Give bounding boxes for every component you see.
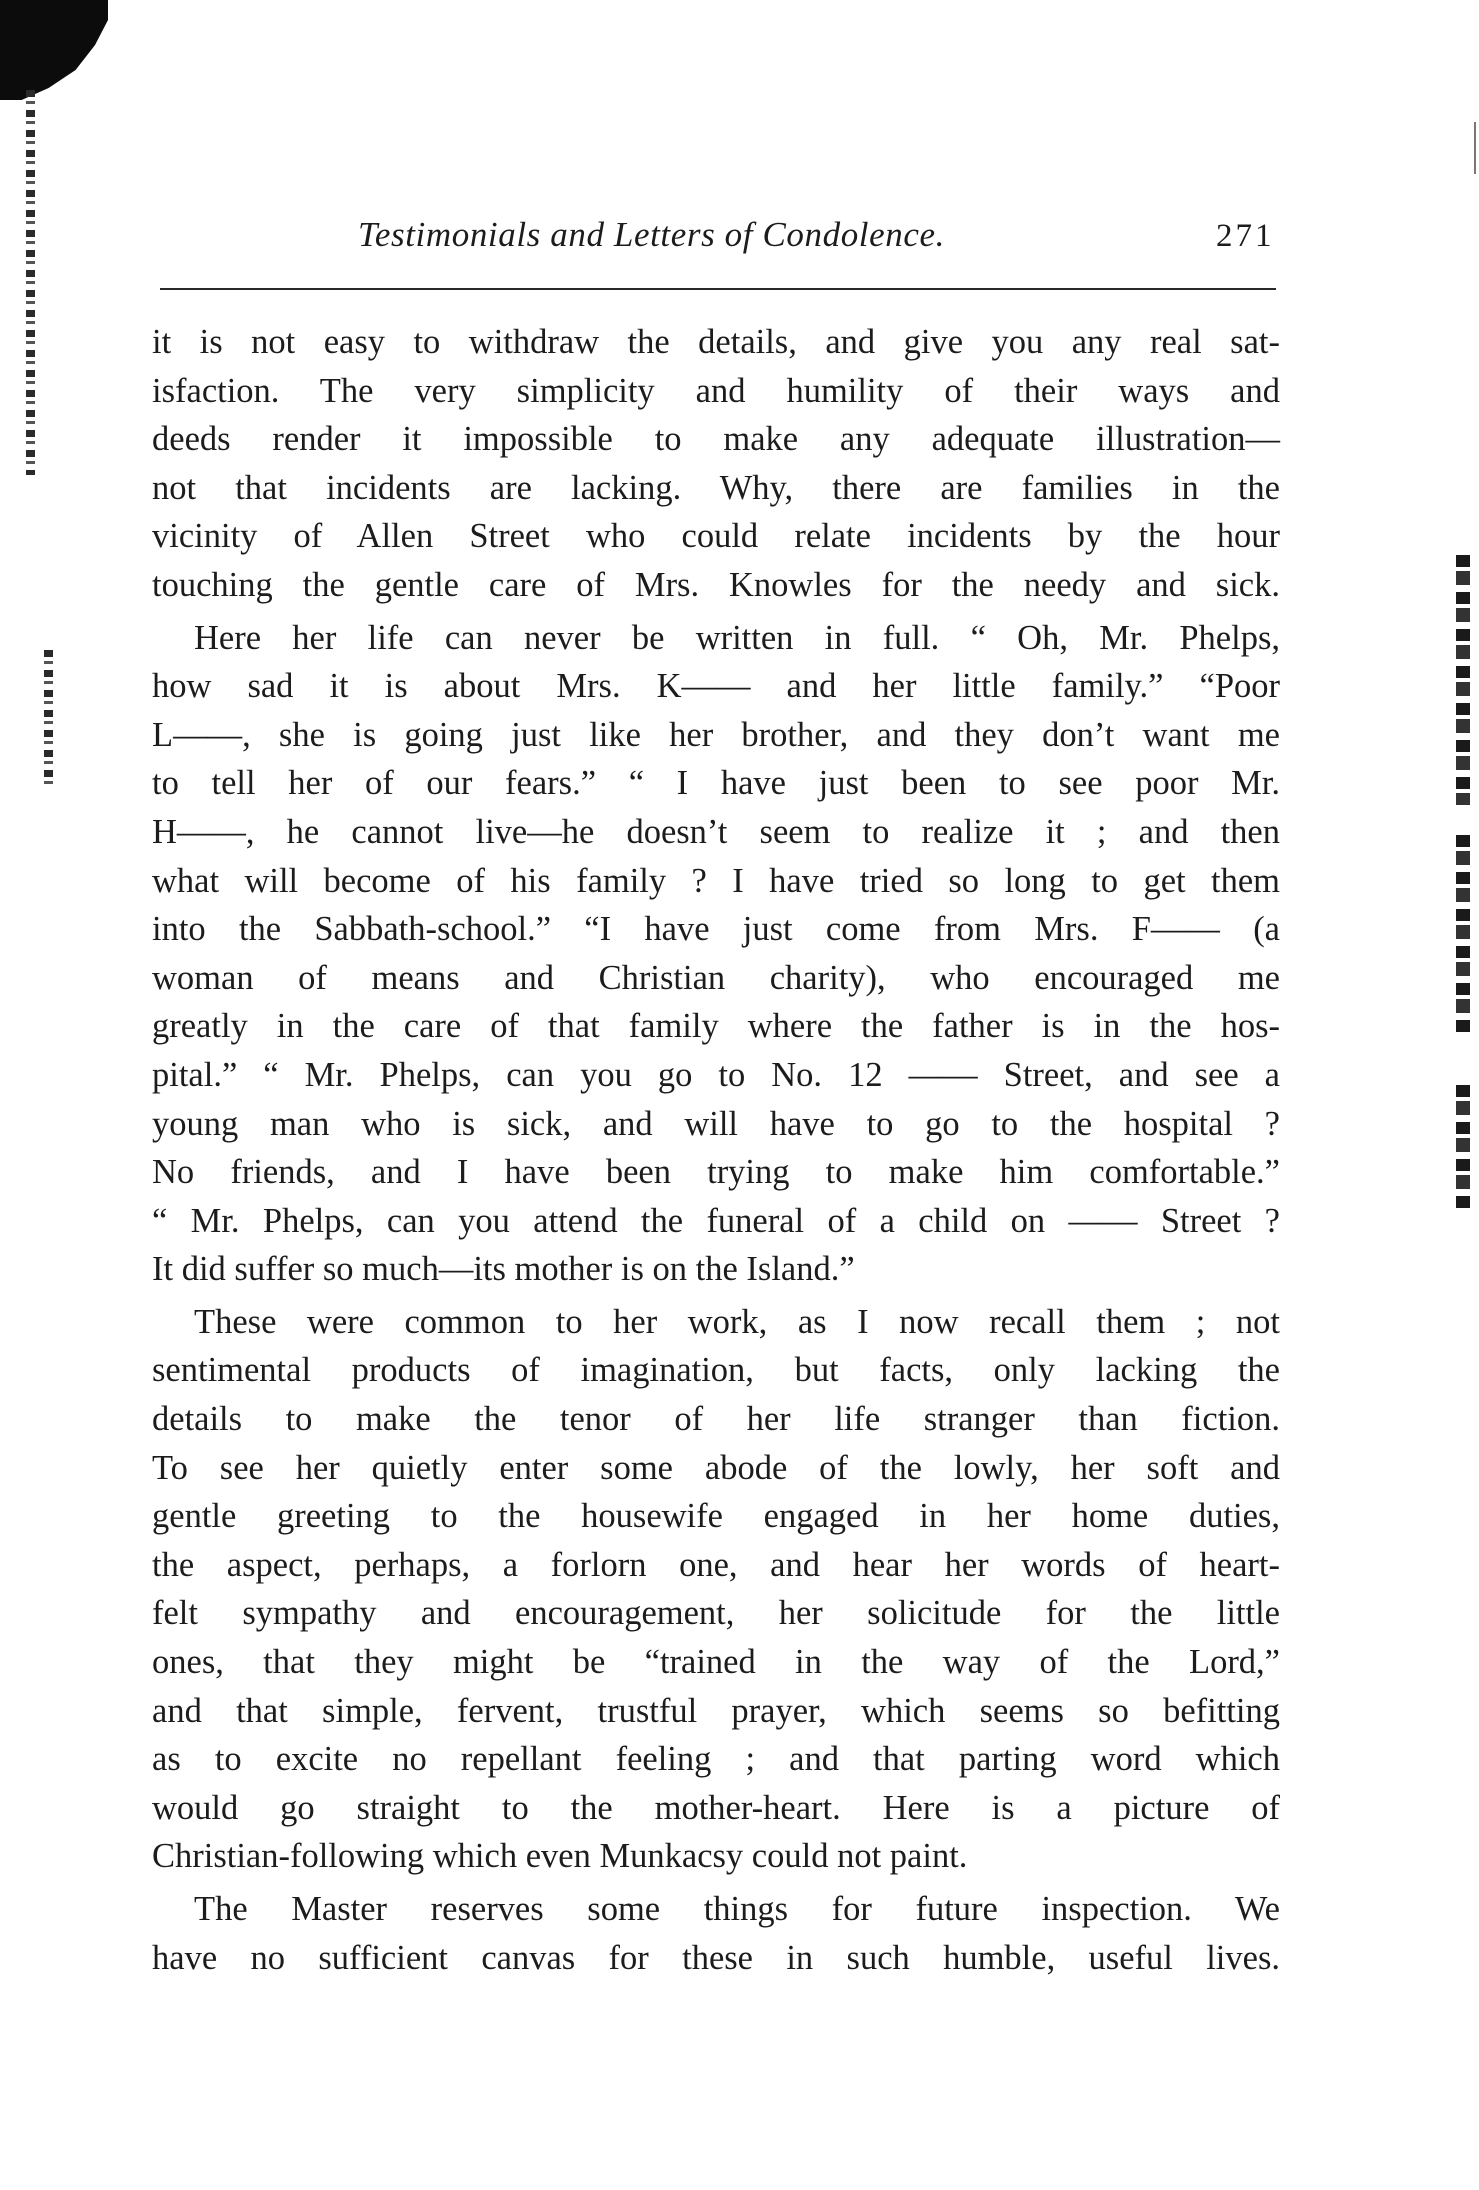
binding-edge-mark (26, 90, 35, 475)
text-line: No friends, and I have been trying to make him comfortable.” (152, 1153, 1280, 1192)
scan-shadow (0, 0, 108, 100)
text-line: young man who is sick, and will have to go to the hospital ? (152, 1104, 1280, 1143)
text-line: it is not easy to withdraw the details, and give you any real sat- (152, 323, 1280, 361)
text-line: to tell her of our fears.” “ I have just been to see poor Mr. (152, 764, 1280, 803)
text-line: greatly in the care of that family where the father is in the hos- (152, 1007, 1280, 1046)
text-line: have no sufficient canvas for these in such humble, useful lives. (152, 1938, 1280, 1977)
page-number: 271 (1216, 218, 1275, 254)
text-line: “ Mr. Phelps, can you attend the funeral of a child on —— Street ? (152, 1201, 1280, 1240)
paragraph (152, 318, 1280, 610)
text-line: felt sympathy and encouragement, her solicitude for the little (152, 1594, 1280, 1633)
text-line: Here her life can never be written in full. “ Oh, Mr. Phelps, (194, 618, 1280, 657)
text-line: not that incidents are lacking. Why, there are families in the (152, 468, 1280, 507)
scan-edge-line (1474, 122, 1476, 174)
header-rule (160, 288, 1276, 290)
text-line: details to make the tenor of her life stranger than fiction. (152, 1400, 1280, 1439)
text-line: sentimental products of imagination, but facts, only lacking the (152, 1351, 1280, 1390)
text-line: woman of means and Christian charity), who encouraged me (152, 958, 1280, 997)
paragraph (152, 614, 1280, 1294)
text-line: ones, that they might be “trained in the way of the Lord,” (152, 1643, 1280, 1682)
text-line: Christian-following which even Munkacsy could not paint. (152, 1837, 968, 1876)
text-line: what will become of his family ? I have tried so long to get them (152, 861, 1280, 900)
paragraph (152, 1298, 1280, 1881)
paragraph (152, 1885, 1280, 1982)
text-line: The Master reserves some things for future inspection. We (194, 1890, 1280, 1928)
text-line: and that simple, fervent, trustful prayer, which seems so befitting (152, 1691, 1280, 1730)
running-head: Testimonials and Letters of Condolence. (358, 215, 945, 254)
text-line: H——, he cannot live—he doesn’t seem to realize it ; and then (152, 812, 1280, 851)
text-line: would go straight to the mother-heart. Here is a picture of (152, 1788, 1280, 1827)
scan-edge-mark (1456, 1085, 1470, 1210)
text-line: vicinity of Allen Street who could relate incidents by the hour (152, 517, 1280, 556)
binding-edge-mark (44, 650, 53, 785)
body-text (152, 318, 1280, 1982)
text-line: To see her quietly enter some abode of the lowly, her soft and (152, 1448, 1280, 1487)
text-line: touching the gentle care of Mrs. Knowles for the needy and sick. (152, 565, 1280, 604)
text-line: isfaction. The very simplicity and humility of their ways and (152, 371, 1280, 410)
text-line: how sad it is about Mrs. K—— and her little family.” “Poor (152, 667, 1280, 706)
text-line: L——, she is going just like her brother, and they don’t want me (152, 715, 1280, 754)
text-line: into the Sabbath-school.” “I have just come from Mrs. F—— (a (152, 910, 1280, 949)
text-line: gentle greeting to the housewife engaged in her home duties, (152, 1497, 1280, 1536)
scan-edge-mark (1456, 835, 1470, 1035)
scan-edge-mark (1456, 555, 1470, 805)
text-line: as to excite no repellant feeling ; and that parting word which (152, 1740, 1280, 1779)
text-line: These were common to her work, as I now recall them ; not (194, 1302, 1280, 1341)
text-line: It did suffer so much—its mother is on the Island.” (152, 1250, 855, 1289)
text-line: pital.” “ Mr. Phelps, can you go to No. 12 —— Street, and see a (152, 1055, 1280, 1094)
text-line: the aspect, perhaps, a forlorn one, and hear her words of heart- (152, 1545, 1280, 1584)
text-line: deeds render it impossible to make any adequate illustration— (152, 420, 1280, 459)
